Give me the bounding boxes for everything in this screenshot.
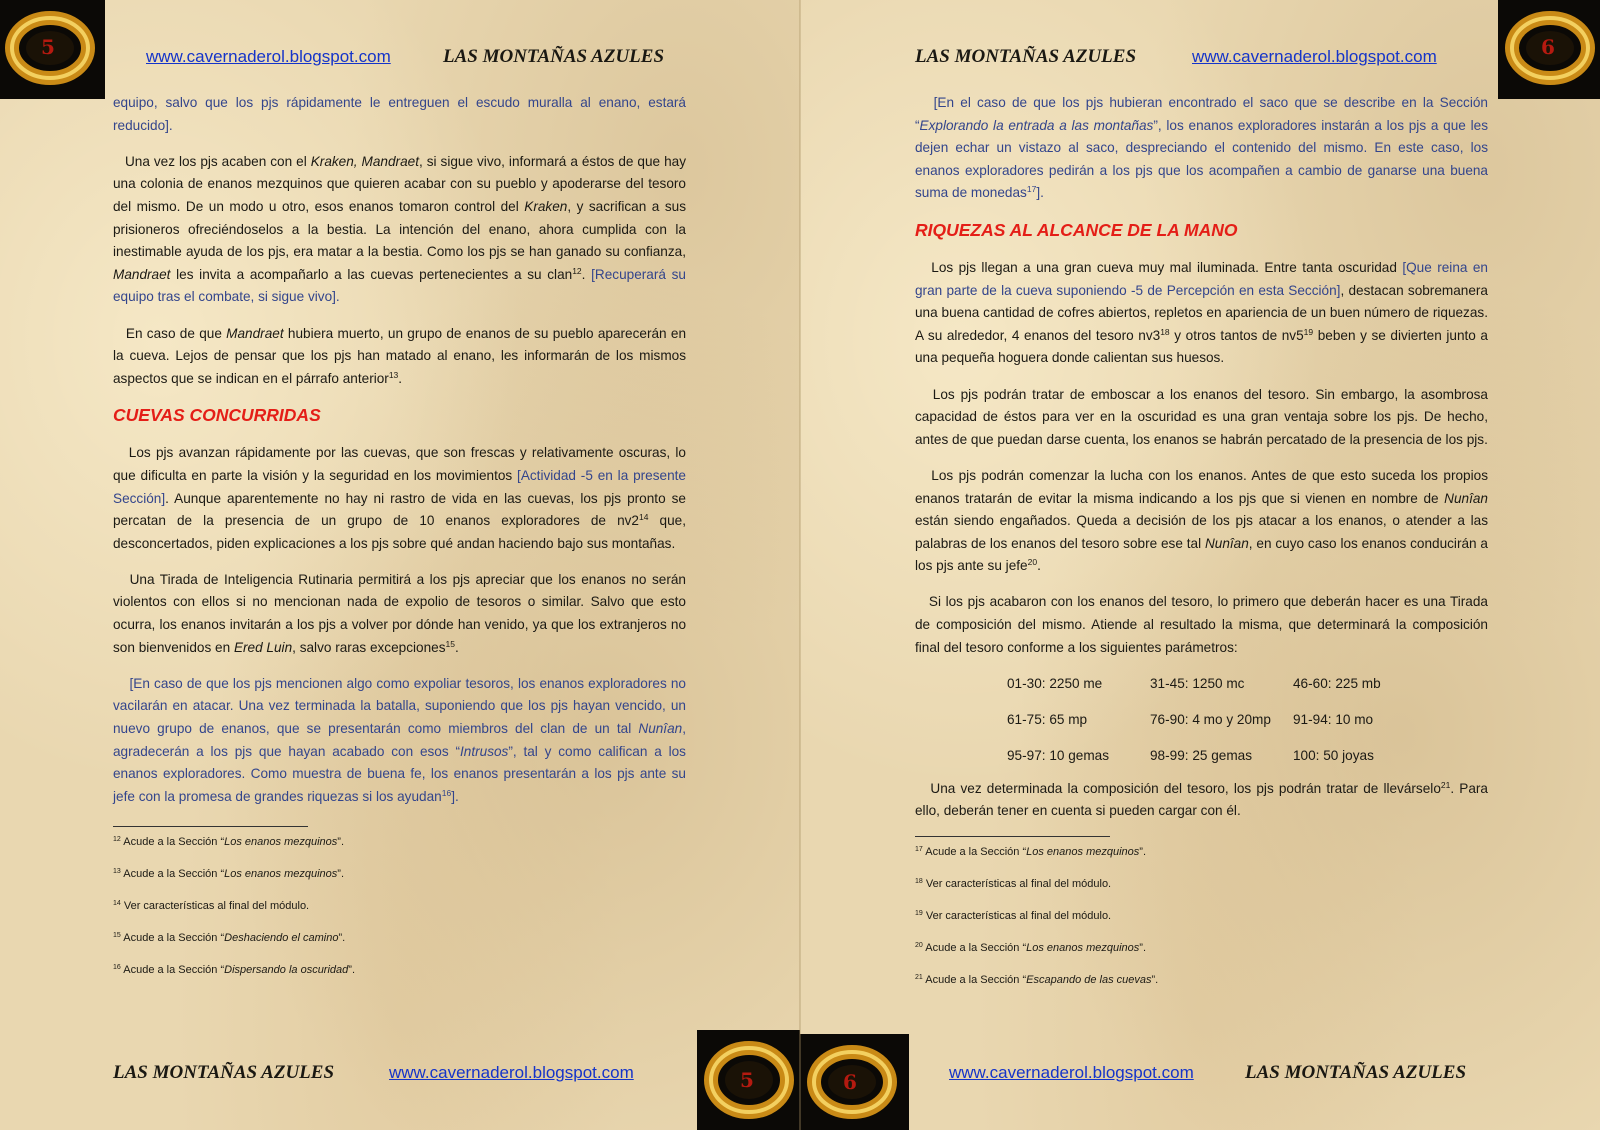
treasure-table [1007, 673, 1488, 768]
page-number: 5 [41, 35, 55, 59]
ring-page-number-badge [1498, 0, 1600, 99]
page-number: 5 [740, 1068, 754, 1092]
footnote: $^{13}$ Acude a la Sección “Los enanos mezquinos”. [113, 868, 345, 881]
footer [389, 1062, 634, 1084]
treasure-entry: 91-94: 10 mo [1293, 711, 1374, 727]
paragraph: Una vez determinada la composición del tesoro, los pjs podrán tratar de llevárselo$^{21}$. Para ello, deberán tener en cuenta si pueden cargar con él. [915, 779, 1488, 819]
paragraph: [En el caso de que los pjs hubieran encontrado el saco que se describe en la Sección “Explorando la entrada a las montañas”, los enanos exploradores instarán a los pjs a que les dejen echar un vistazo al saco, despreciando el contenido del mismo. En este caso, los enanos exploradores pedirán a los pjs que los acompañen a cambio de ganarse una buena suma de monedas$^{17}$]. [915, 95, 1488, 201]
gold-ring-icon [0, 0, 105, 99]
footnote-divider [113, 826, 308, 827]
paragraph: [En caso de que los pjs mencionen algo como expoliar tesoros, los enanos exploradores no vacilarán en atacar. Una vez terminada la batalla, suponiendo que los pjs hayan vencido, un nuevo grupo de enanos, que se presentarán como miembros del clan de un tal Nunîan, agradecerán a los pjs que hayan acabado con esos “Intrusos”, tal y como califican a los enanos exploradores. Como muestra de buena fe, los enanos presentarán a los pjs ante su jefe con la promesa de grandes riquezas si los ayudan$^{16}$]. [113, 675, 686, 804]
gold-ring-icon [800, 1034, 909, 1130]
footnote: $^{16}$ Acude a la Sección “Dispersando la oscuridad”. [113, 964, 356, 977]
footnote-ref: 17 [1026, 184, 1037, 195]
footnote: $^{12}$ Acude a la Sección “Los enanos mezquinos”. [113, 836, 345, 849]
gold-ring-icon [697, 1030, 800, 1130]
footnote-ref: 20 [1027, 557, 1038, 568]
footer-title: LAS MONTAÑAS AZULES [1245, 1062, 1467, 1083]
treasure-entry: 98-99: 25 gemas [1150, 748, 1253, 764]
section-heading: RIQUEZAS AL ALCANCE DE LA MANO [915, 219, 1238, 240]
section-heading: CUEVAS CONCURRIDAS [113, 405, 321, 426]
paragraph: Los pjs podrán tratar de emboscar a los enanos del tesoro. Sin embargo, la asombrosa capacidad de éstos para ver en la oscuridad es una gran ventaja sobre los pjs. De hecho, antes de que puedan darse cuenta, los enanos se habrán percatado de la presencia de los pjs. [915, 386, 1488, 447]
ring-page-number-badge [0, 0, 105, 99]
footnote: $^{18}$ Ver características al final del módulo. [915, 878, 1112, 891]
footer-url-link[interactable]: www.cavernaderol.blogspot.com [389, 1063, 634, 1082]
footnote: $^{14}$ Ver características al final del módulo. [113, 900, 310, 913]
footer-url-link[interactable]: www.cavernaderol.blogspot.com [949, 1063, 1194, 1082]
treasure-entry: 01-30: 2250 me [1007, 675, 1103, 691]
footnote-ref: 13 [388, 369, 399, 380]
right-body-text [915, 92, 1488, 1005]
treasure-entry: 61-75: 65 mp [1007, 711, 1088, 727]
footnote-ref: 15 [445, 638, 455, 649]
treasure-entry: 31-45: 1250 mc [1150, 675, 1245, 691]
paragraph: En caso de que Mandraet hubiera muerto, un grupo de enanos de su pueblo aparecerán en la cueva. Lejos de pensar que los pjs han matado al enano, les informarán de los mismos aspectos que se indican en el párrafo anterior$^{13}$. [113, 325, 686, 386]
treasure-entry: 95-97: 10 gemas [1007, 748, 1110, 764]
header-title: LAS MONTAÑAS AZULES [443, 46, 665, 67]
header-title: LAS MONTAÑAS AZULES [915, 46, 1137, 67]
ring-footer-badge [697, 1030, 800, 1130]
left-body-text [113, 92, 686, 995]
footer-title: LAS MONTAÑAS AZULES [113, 1062, 335, 1083]
gold-ring-icon [1498, 0, 1600, 99]
paragraph: Los pjs podrán comenzar la lucha con los enanos. Antes de que esto suceda los propios enanos tratarán de evitar la misma indicando a los pjs que si vienen en nombre de Nunîan están siendo engañados. Queda a decisión de los pjs atacar a los enanos, o atender a las palabras de los enanos del tesoro sobre ese tal Nunîan, en cuyo caso los enanos conducirán a los pjs ante su jefe$^{20}$. [915, 467, 1488, 574]
paragraph: Una vez los pjs acaben con el Kraken, Mandraet, si sigue vivo, informará a éstos de que hay una colonia de enanos mezquinos que quieren acabar con su pueblo y apoderarse del tesoro del mismo. De un modo u otro, esos enanos tomaron control del Kraken, y sacrifican a sus prisioneros ofreciéndoselos a la bestia. La intención del enano, ahora cumplida con la inestimable ayuda de los pjs, era matar a la bestia. Como los pjs se han ganado su confianza, Mandraet les invita a acompañarlo a las cuevas pertenecientes a su clan$^{12}$. [Recuperará su equipo tras el combate, si sigue vivo]. [113, 153, 687, 305]
treasure-entry: 100: 50 joyas [1293, 748, 1374, 764]
right-page [800, 0, 1600, 1130]
footnote: $^{15}$ Acude a la Sección “Deshaciendo el camino”. [113, 932, 346, 945]
footnote-divider [915, 836, 1110, 837]
footer [949, 1062, 1194, 1084]
page-gutter [799, 0, 801, 1130]
footnote-ref: 12 [572, 265, 582, 276]
paragraph: Una Tirada de Inteligencia Rutinaria permitirá a los pjs apreciar que los enanos no serán violentos con ellos si no mencionan nada de expolio de tesoros o similar. Salvo que esto ocurra, los enanos invitarán a los pjs a volver por dónde han venido, ya que los extranjeros no son bienvenidos en Ered Luin, salvo raras excepciones$^{15}$. [113, 571, 686, 655]
page-number: 6 [1541, 35, 1555, 59]
paragraph: Si los pjs acabaron con los enanos del tesoro, lo primero que deberán hacer es una Tirada de composición del mismo. Atiende al resultado la misma, que determinará la composición final del tesoro conforme a los siguientes parámetros: [915, 594, 1488, 655]
treasure-entry: 46-60: 225 mb [1293, 675, 1381, 691]
footnote: $^{20}$ Acude a la Sección “Los enanos mezquinos”. [915, 942, 1147, 955]
footnote-ref: 21 [1440, 779, 1451, 790]
footnote-ref: 19 [1303, 326, 1314, 337]
header-url-link[interactable]: www.cavernaderol.blogspot.com [146, 47, 391, 66]
header [1192, 46, 1437, 68]
paragraph: equipo, salvo que los pjs rápidamente le entreguen el escudo muralla al enano, estará reducido]. [113, 95, 686, 133]
ring-footer-badge [800, 1034, 909, 1130]
footnote: $^{21}$ Acude a la Sección “Escapando de las cuevas”. [915, 974, 1159, 987]
paragraph: Los pjs avanzan rápidamente por las cuevas, que son frescas y relativamente oscuras, lo que dificulta en parte la visión y la seguridad en los movimientos [Actividad -5 en la presente Sección]. Aunque aparentemente no hay ni rastro de vida en las cuevas, los pjs pronto se percatan de la presencia de un grupo de 10 enanos exploradores de $nv2^{14}$ que, desconcertados, piden explicaciones a los pjs sobre qué andan haciendo bajo sus montañas. [113, 445, 687, 551]
paragraph: Los pjs llegan a una gran cueva muy mal iluminada. Entre tanta oscuridad [Que reina en gran parte de la cueva suponiendo -5 de Percepción en esta Sección], destacan sobremanera una buena cantidad de cofres abiertos, repletos en apariencia de un buen número de riquezas. A su alrededor, 4 enanos del tesoro $nv3^{18}$ y otros tantos de $nv5^{19}$ beben y se divierten junto a una pequeña hoguera donde calientan sus huesos. [915, 259, 1488, 366]
footnote-ref: 14 [639, 512, 649, 523]
page-number: 6 [843, 1070, 857, 1094]
footnote: $^{17}$ Acude a la Sección “Los enanos mezquinos”. [915, 846, 1147, 859]
footnote-ref: 18 [1160, 326, 1170, 337]
footnote: $^{19}$ Ver características al final del módulo. [915, 910, 1112, 923]
header-url-link[interactable]: www.cavernaderol.blogspot.com [1192, 47, 1437, 66]
header [146, 46, 391, 68]
footnote-ref: 16 [441, 787, 452, 798]
treasure-entry: 76-90: 4 mo y 20mp [1150, 711, 1271, 727]
